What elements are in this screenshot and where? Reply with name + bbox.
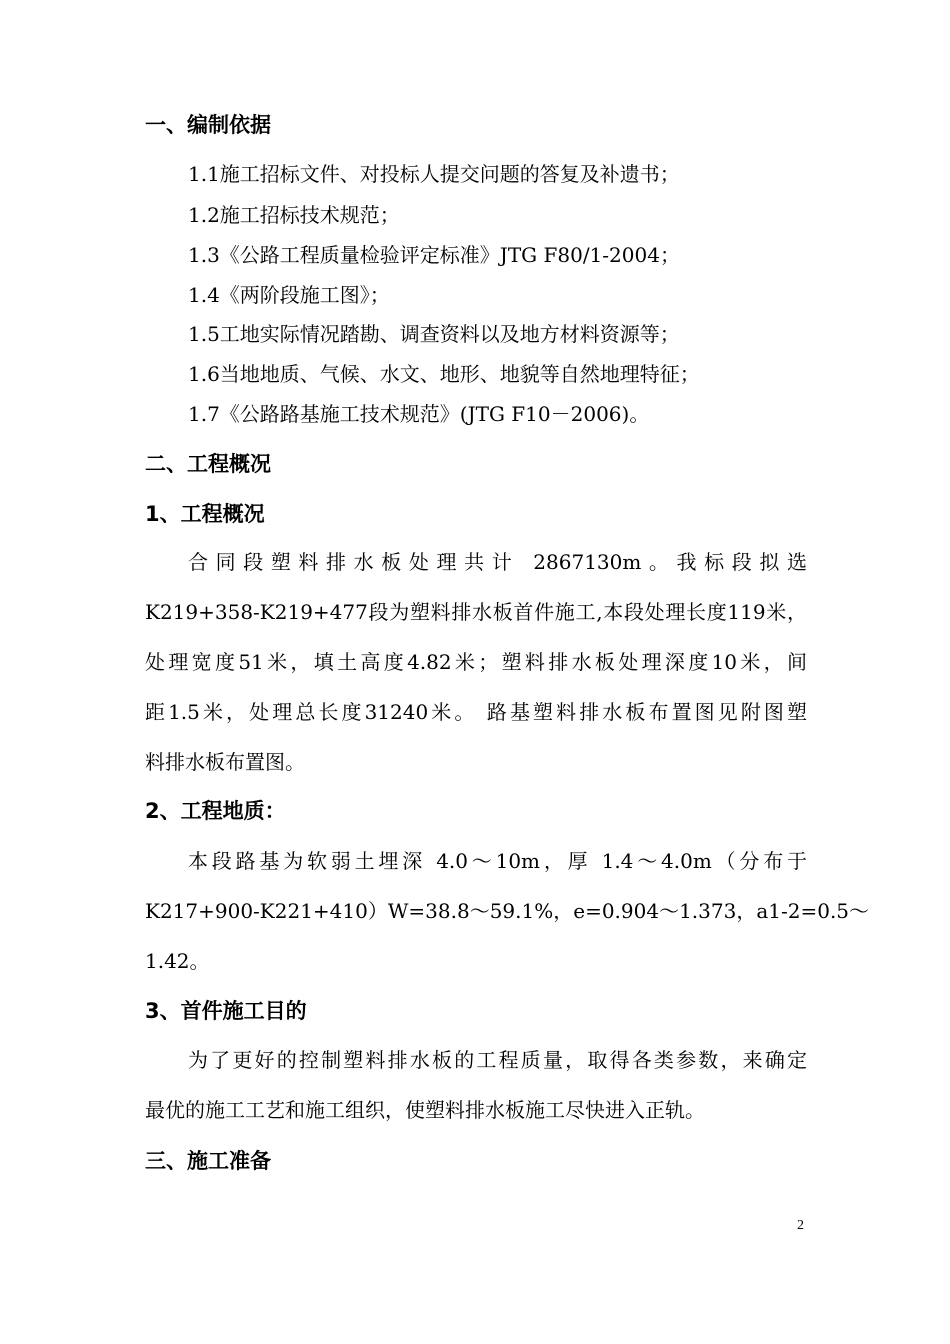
basis-item-4: 1.4《两阶段施工图》； [188,283,390,307]
overview-line-5: 料排水板布置图。 [145,750,305,774]
subsection-heading-geology: 2、工程地质： [145,799,286,823]
purpose-line-2: 最优的施工工艺和施工组织，使塑料排水板施工尽快进入正轨。 [145,1098,705,1122]
overview-line-1: 合同段塑料排水板处理共计 2867130m。我标段拟选 [188,550,807,574]
geology-line-2: K217+900-K221+410）W=38.8～59.1%，e=0.904～1.373，a1-2=0.5～ [145,899,870,923]
section-heading-basis: 一、编制依据 [145,113,271,137]
overview-line-2: K219+358-K219+477段为塑料排水板首件施工,本段处理长度119米， [145,600,807,624]
basis-item-7: 1.7《公路路基施工技术规范》(JTG F10－2006)。 [188,402,650,426]
subsection-heading-overview: 1、工程概况 [145,502,265,526]
section-heading-preparation: 三、施工准备 [145,1149,271,1173]
basis-item-5: 1.5工地实际情况踏勘、调查资料以及地方材料资源等； [188,322,680,346]
purpose-line-1: 为了更好的控制塑料排水板的工程质量，取得各类参数，来确定 [188,1048,807,1072]
basis-item-6: 1.6当地地质、气候、水文、地形、地貌等自然地理特征； [188,362,700,386]
basis-item-2: 1.2施工招标技术规范； [188,203,400,227]
overview-line-3: 处理宽度51米，填土高度4.82米；塑料排水板处理深度10米，间 [145,650,807,674]
page-number: 2 [797,1218,804,1233]
overview-line-4: 距1.5米，处理总长度31240米。 路基塑料排水板布置图见附图塑 [145,700,807,724]
geology-line-3: 1.42。 [145,949,210,973]
section-heading-overview: 二、工程概况 [145,452,271,476]
basis-item-3: 1.3《公路工程质量检验评定标准》JTG F80/1-2004； [188,243,680,267]
basis-item-1: 1.1施工招标文件、对投标人提交问题的答复及补遗书； [188,162,680,186]
subsection-heading-purpose: 3、首件施工目的 [145,999,307,1023]
geology-line-1: 本段路基为软弱土埋深 4.0～10m，厚 1.4～4.0m（分布于 [188,849,807,873]
